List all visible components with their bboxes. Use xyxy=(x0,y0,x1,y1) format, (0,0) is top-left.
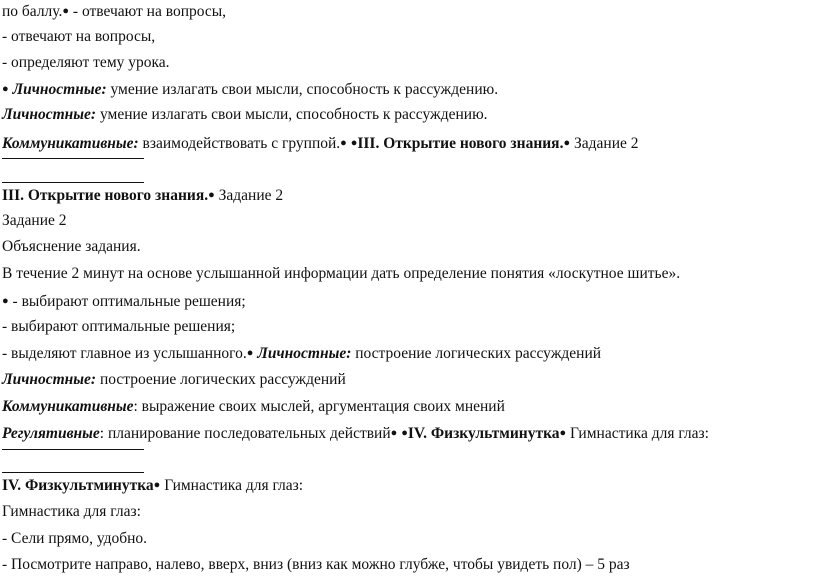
text-line-17: IV. Физкультминутка● Гимнастика для глаз: xyxy=(2,477,304,494)
text-line-12: - выбирают оптимальные решения; xyxy=(2,318,236,335)
text-line-16: Регулятивные: планирование последовательных действий● ●IV. Физкультминутка● Гимнастика для глаз: xyxy=(2,425,709,442)
bullet-icon: ● xyxy=(2,295,9,307)
bullet-icon: ● xyxy=(208,189,215,201)
text-line-7: III. Открытие нового знания.● Задание 2 xyxy=(2,187,284,204)
text-line-3: - определяют тему урока. xyxy=(2,54,170,71)
separator-rule xyxy=(2,472,144,473)
text-line-2: - отвечают на вопросы, xyxy=(2,28,156,45)
text-line-19: - Сели прямо, удобно. xyxy=(2,530,148,547)
separator-rule xyxy=(2,182,144,183)
separator-rule xyxy=(2,449,144,450)
bullet-icon: ● xyxy=(62,5,70,17)
bullet-icon: ● xyxy=(2,83,9,95)
bullet-icon: ● xyxy=(401,427,408,439)
bullet-icon: ● xyxy=(563,137,571,149)
text-line-11: ● - выбирают оптимальные решения; xyxy=(2,293,246,310)
text-line-9: Объяснение задания. xyxy=(2,238,141,255)
bullet-icon: ● xyxy=(559,427,567,439)
text-line-10: В течение 2 минут на основе услышанной информации дать определение понятия «лоскутное шитье». xyxy=(2,265,681,282)
bullet-icon: ● xyxy=(153,479,161,491)
text-line-18: Гимнастика для глаз: xyxy=(2,503,141,520)
text-line-5: Личностные: умение излагать свои мысли, способность к рассуждению. xyxy=(2,106,488,123)
bullet-icon: ● xyxy=(350,137,358,149)
text-line-6: Коммуникативные: взаимодействовать с группой.● ●III. Открытие нового знания.● Задание 2 xyxy=(2,135,639,152)
text-line-14: Личностные: построение логических рассуждений xyxy=(2,371,346,388)
separator-rule xyxy=(2,158,144,159)
bullet-icon: ● xyxy=(246,347,254,359)
text-line-4: ● Личностные: умение излагать свои мысли, способность к рассуждению. xyxy=(2,81,499,98)
text-line-20: - Посмотрите направо, налево, вверх, вниз (вниз как можно глубже, чтобы увидеть пол) – 5 раз xyxy=(2,556,630,573)
text-line-8: Задание 2 xyxy=(2,212,67,229)
bullet-icon: ● xyxy=(390,427,398,439)
text-line-13: - выделяют главное из услышанного.● Личностные: построение логических рассуждений xyxy=(2,345,602,362)
bullet-icon: ● xyxy=(340,137,347,149)
text-line-1: по баллу.● - отвечают на вопросы, xyxy=(2,3,227,20)
text-line-15: Коммуникативные: выражение своих мыслей, аргументация своих мнений xyxy=(2,398,505,415)
